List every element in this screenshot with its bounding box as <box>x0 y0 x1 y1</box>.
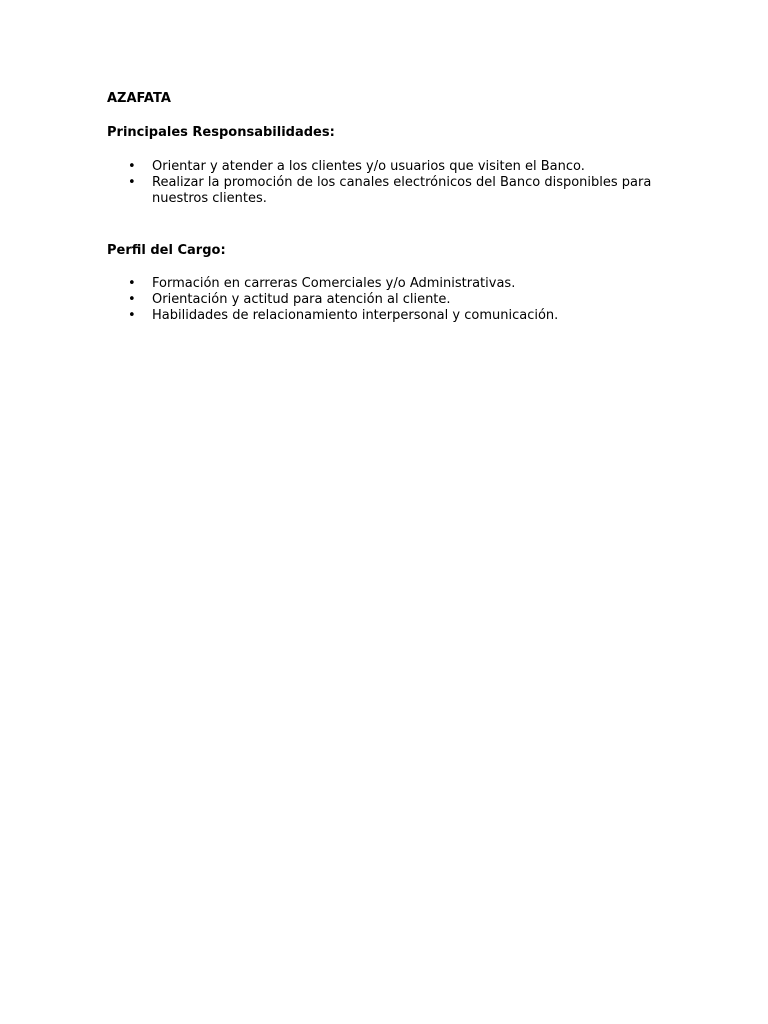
perfil-list <box>107 276 687 324</box>
bullet-icon: • <box>128 175 136 190</box>
bullet-icon: • <box>128 276 136 291</box>
list-item-text: Orientación y actitud para atención al cliente. <box>152 292 451 307</box>
list-item-text: Realizar la promoción de los canales electrónicos del Banco disponibles para nuestros clientes. <box>152 175 652 206</box>
bullet-icon: • <box>128 292 136 307</box>
list-item <box>107 175 687 207</box>
document-title: AZAFATA <box>107 91 171 106</box>
list-item <box>107 159 687 175</box>
section-heading-responsabilidades: Principales Responsabilidades: <box>107 125 335 140</box>
list-item-text: Formación en carreras Comerciales y/o Administrativas. <box>152 276 516 291</box>
list-item <box>107 276 687 292</box>
list-item-text: Orientar y atender a los clientes y/o usuarios que visiten el Banco. <box>152 159 585 174</box>
list-item <box>107 292 687 308</box>
section-heading-perfil: Perfil del Cargo: <box>107 243 226 258</box>
responsabilidades-list <box>107 159 687 207</box>
list-item <box>107 308 687 324</box>
bullet-icon: • <box>128 159 136 174</box>
list-item-text: Habilidades de relacionamiento interpersonal y comunicación. <box>152 308 559 323</box>
bullet-icon: • <box>128 308 136 323</box>
